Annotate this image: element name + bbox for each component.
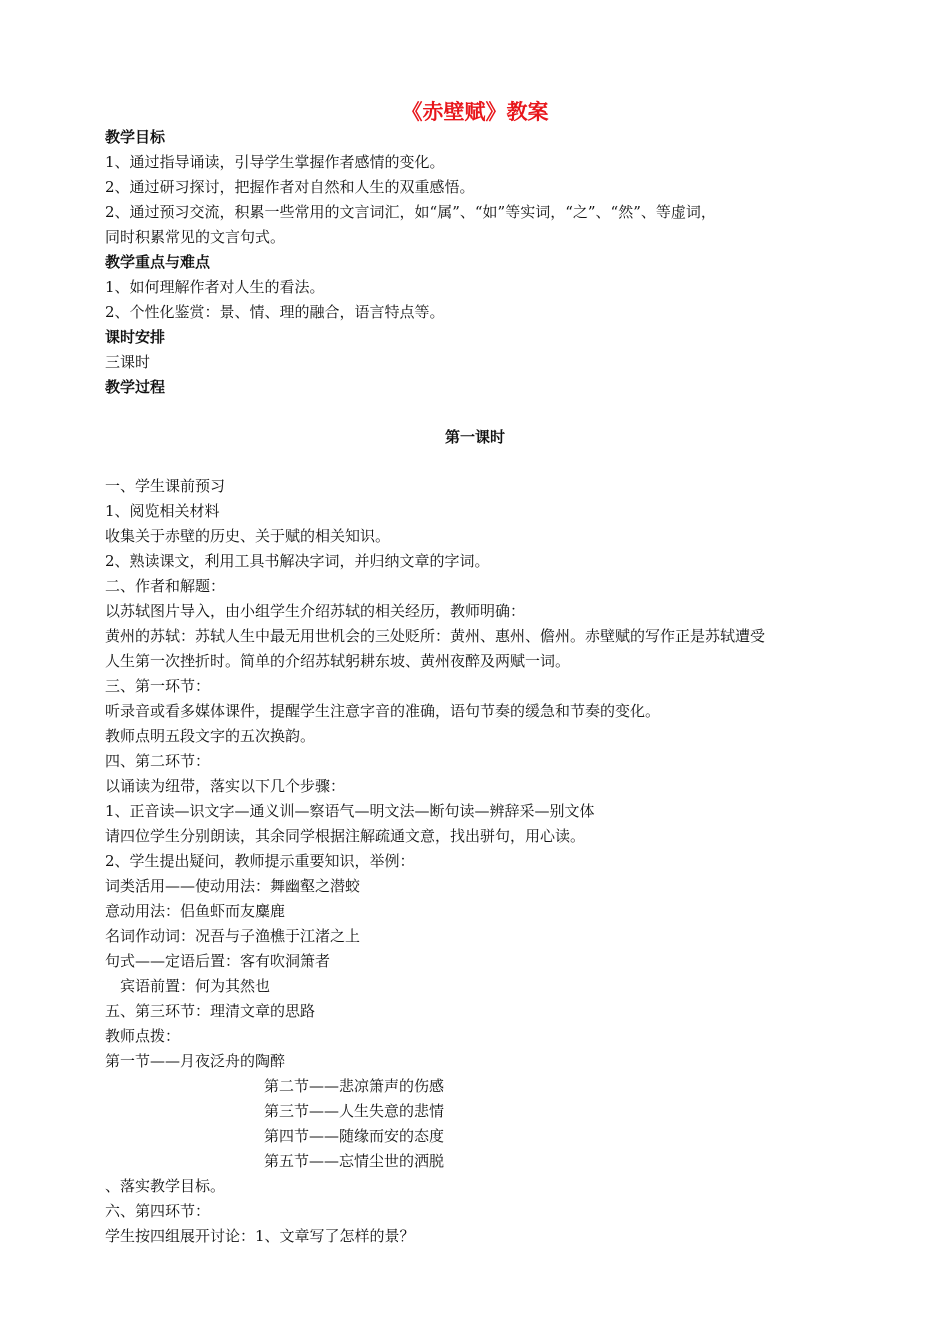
body-line: 1、正音读—识文字—通义训—察语气—明文法—断句读—辨辞采—别文体: [105, 802, 595, 820]
goals-heading: 教学目标: [105, 128, 166, 146]
process-heading: 教学过程: [105, 378, 166, 396]
schedule-value: 三课时: [105, 353, 151, 371]
body-line: 二、作者和解题：: [105, 577, 226, 595]
body-line: 黄州的苏轼：苏轼人生中最无用世机会的三处贬所：黄州、惠州、儋州。赤壁赋的写作正是苏轼遭受: [105, 627, 766, 645]
body-line: 第一节——月夜泛舟的陶醉: [105, 1052, 286, 1070]
body-line: 五、第三环节：理清文章的思路: [105, 1002, 316, 1020]
body-line: 四、第二环节：: [105, 752, 211, 770]
body-line: 教师点明五段文字的五次换韵。: [105, 727, 316, 745]
body-line: 、落实教学目标。: [105, 1177, 226, 1195]
goal-item: 2、通过预习交流，积累一些常用的文言词汇，如“属”、“如”等实词，“之”、“然”、等虚词，: [105, 203, 716, 221]
body-line: 句式——定语后置：客有吹洞箫者: [105, 952, 331, 970]
body-line: 听录音或看多媒体课件，提醒学生注意字音的准确，语句节奏的缓急和节奏的变化。: [105, 702, 661, 720]
body-line: 教师点拨：: [105, 1027, 181, 1045]
goal-item-continued: 同时积累常见的文言句式。: [105, 228, 286, 246]
focus-item: 1、如何理解作者对人生的看法。: [105, 278, 325, 296]
body-line: 名词作动词：况吾与子渔樵于江渚之上: [105, 927, 361, 945]
body-line: 第四节——随缘而安的态度: [264, 1127, 445, 1145]
body-line: 收集关于赤壁的历史、关于赋的相关知识。: [105, 527, 391, 545]
body-line: 宾语前置：何为其然也: [120, 977, 271, 995]
body-line: 以苏轼图片导入，由小组学生介绍苏轼的相关经历，教师明确：: [105, 602, 526, 620]
schedule-heading: 课时安排: [105, 328, 166, 346]
focus-heading: 教学重点与难点: [105, 253, 211, 271]
body-line: 请四位学生分别朗读，其余同学根据注解疏通文意，找出骈句，用心读。: [105, 827, 586, 845]
body-line: 1、阅览相关材料: [105, 502, 220, 520]
goal-item: 1、通过指导诵读，引导学生掌握作者感情的变化。: [105, 153, 445, 171]
lesson-heading: 第一课时: [444, 428, 505, 446]
body-line: 词类活用——使动用法：舞幽壑之潜蛟: [105, 877, 361, 895]
body-line: 2、学生提出疑问，教师提示重要知识，举例：: [105, 852, 415, 870]
body-line: 一、学生课前预习: [105, 477, 226, 495]
body-line: 意动用法：侣鱼虾而友麋鹿: [105, 902, 286, 920]
body-line: 以诵读为纽带，落实以下几个步骤：: [105, 777, 346, 795]
focus-item: 2、个性化鉴赏：景、情、理的融合，语言特点等。: [105, 303, 445, 321]
body-line: 2、熟读课文，利用工具书解决字词，并归纳文章的字词。: [105, 552, 490, 570]
body-line: 人生第一次挫折时。简单的介绍苏轼躬耕东坡、黄州夜醉及两赋一词。: [105, 652, 571, 670]
body-line: 第五节——忘情尘世的洒脱: [264, 1152, 445, 1170]
body-line: 第三节——人生失意的悲情: [264, 1102, 445, 1120]
document-title: 《赤壁赋》教案: [401, 100, 549, 124]
body-line: 第二节——悲凉箫声的伤感: [264, 1077, 445, 1095]
body-line: 学生按四组展开讨论：1、文章写了怎样的景？: [105, 1227, 415, 1245]
goal-item: 2、通过研习探讨，把握作者对自然和人生的双重感悟。: [105, 178, 475, 196]
body-line: 六、第四环节：: [105, 1202, 211, 1220]
body-line: 三、第一环节：: [105, 677, 211, 695]
